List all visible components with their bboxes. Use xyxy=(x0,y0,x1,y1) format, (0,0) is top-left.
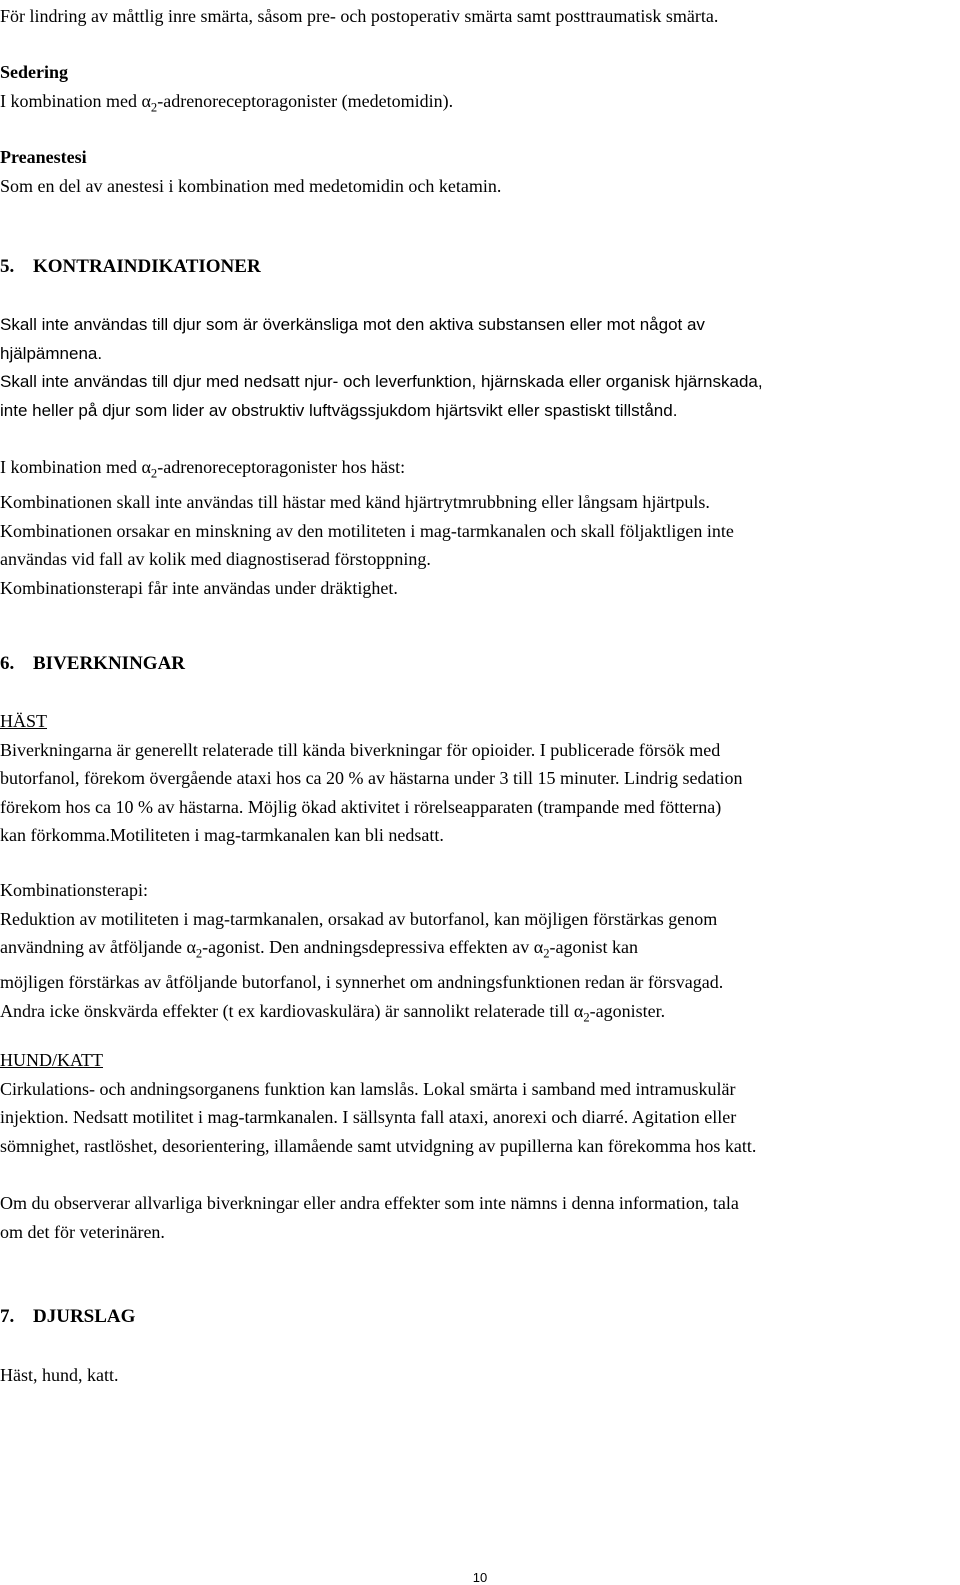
section-heading-biverkningar xyxy=(0,653,185,675)
preanestesi-block xyxy=(0,143,955,200)
text-line: hjälpämnena. xyxy=(0,343,103,363)
text-line: injektion. Nedsatt motilitet i mag-tarmkanalen. I sällsynta fall ataxi, anorexi och diarré. Agitation eller xyxy=(0,1107,737,1127)
section-number: 7. xyxy=(0,1306,15,1327)
text-line: Biverkningarna är generellt relaterade till kända biverkningar för opioider. I publicerade försök med xyxy=(0,739,721,760)
section-title: BIVERKNINGAR xyxy=(33,653,186,674)
text-line: Reduktion av motiliteten i mag-tarmkanalen, orsakad av butorfanol, kan möjligen förstärkas genom xyxy=(0,908,718,929)
text-line: Kombinationen orsakar en minskning av den motiliteten i mag-tarmkanalen och skall följaktligen inte xyxy=(0,520,734,541)
text-line: kan förkomma.Motiliteten i mag-tarmkanalen kan bli nedsatt. xyxy=(0,825,444,845)
text-line: Kombinationsterapi: xyxy=(0,880,148,900)
section-number: 5. xyxy=(0,256,15,277)
text-line: I kombination med $\alpha_2$-adrenoreceptoragonister hos häst: xyxy=(0,457,406,481)
text-line: Kombinationen skall inte användas till hästar med känd hjärtrytmrubbning eller långsam hjärtpuls. xyxy=(0,492,710,513)
sedering-title: Sedering xyxy=(0,62,69,82)
hast-block xyxy=(0,707,955,850)
page-number: 10 xyxy=(472,1570,488,1585)
text-line: Kombinationsterapi får inte användas under dräktighet. xyxy=(0,577,398,598)
text-line: Andra icke önskvärda effekter (t ex kardiovaskulära) är sannolikt relaterade till $\alpha_2$-agonister. xyxy=(0,1000,666,1025)
section-heading-kontraindikationer xyxy=(0,256,261,278)
hast-subheading: HÄST xyxy=(0,711,48,731)
contraindication-paragraph-1 xyxy=(0,311,955,425)
text-line: användning av åtföljande $\alpha_2$-agonist. Den andningsdepressiva effekten av $\alpha_2$-agonist kan xyxy=(0,937,638,961)
contraindication-paragraph-3 xyxy=(0,453,955,602)
kombinationsterapi-block xyxy=(0,876,955,1032)
text-line: möjligen förstärkas av åtföljande butorfanol, i synnerhet om andningsfunktionen redan är försvagad. xyxy=(0,972,724,993)
text-line: Skall inte användas till djur med nedsatt njur- och leverfunktion, hjärnskada eller organisk hjärnskada, xyxy=(0,372,763,391)
section-number: 6. xyxy=(0,653,15,674)
section-title: KONTRAINDIKATIONER xyxy=(33,256,261,277)
text-line: sömnighet, rastlöshet, desorientering, illamående samt utvidgning av pupillerna kan förekomma hos katt. xyxy=(0,1135,757,1156)
text-line: Cirkulations- och andningsorganens funktion kan lamslås. Lokal smärta i samband med intramuskulär xyxy=(0,1078,736,1099)
djurslag-paragraph xyxy=(0,1361,955,1390)
sedering-text: I kombination med $\alpha_2$-adrenoreceptoragonister (medetomidin). xyxy=(0,90,454,115)
text-line: Skall inte användas till djur som är överkänsliga mot den aktiva substansen eller mot något av xyxy=(0,315,705,334)
preanestesi-title: Preanestesi xyxy=(0,147,87,167)
section-heading-djurslag xyxy=(0,1306,135,1328)
intro-line: För lindring av måttlig inre smärta, såsom pre- och postoperativ smärta samt posttraumatisk smärta. xyxy=(0,6,719,26)
observe-paragraph xyxy=(0,1189,955,1246)
text-line: användas vid fall av kolik med diagnostiserad förstoppning. xyxy=(0,549,431,570)
text-line: butorfanol, förekom övergående ataxi hos ca 20 % av hästarna under 3 till 15 minuter. Lindrig sedation xyxy=(0,768,743,788)
intro-paragraph xyxy=(0,2,955,31)
hund-katt-block xyxy=(0,1046,955,1160)
sedering-block xyxy=(0,58,955,122)
djurslag-text: Häst, hund, katt. xyxy=(0,1365,119,1385)
hund-katt-subheading: HUND/KATT xyxy=(0,1050,103,1070)
text-line: förekom hos ca 10 % av hästarna. Möjlig ökad aktivitet i rörelseapparaten (trampande med fötterna) xyxy=(0,796,722,817)
preanestesi-text: Som en del av anestesi i kombination med medetomidin och ketamin. xyxy=(0,175,502,196)
section-title: DJURSLAG xyxy=(33,1306,136,1327)
text-line: inte heller på djur som lider av obstruktiv luftvägssjukdom hjärtsvikt eller spastiskt tillstånd. xyxy=(0,400,678,420)
text-line: om det för veterinären. xyxy=(0,1221,165,1242)
text-line: Om du observerar allvarliga biverkningar eller andra effekter som inte nämns i denna information, tala xyxy=(0,1193,739,1213)
